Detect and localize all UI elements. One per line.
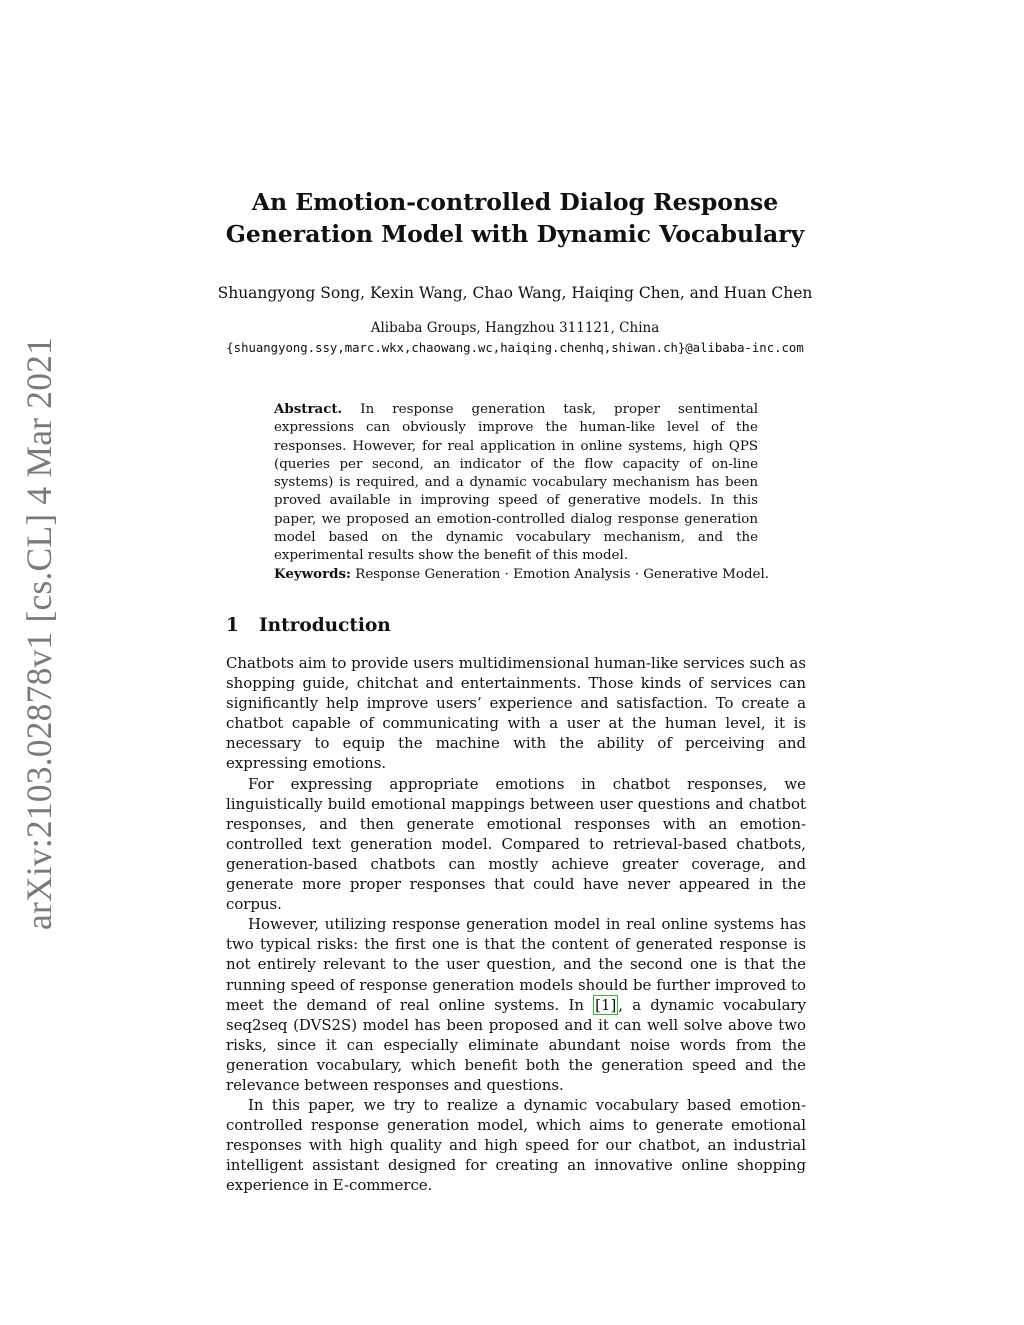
paper-title xyxy=(150,186,880,250)
author-list: Shuangyong Song, Kexin Wang, Chao Wang, Haiqing Chen, and Huan Chen xyxy=(217,284,813,302)
section-number: 1 xyxy=(226,615,239,636)
abstract-label: Abstract. xyxy=(274,401,343,417)
title-line-1: An Emotion-controlled Dialog Response xyxy=(251,188,779,216)
keywords-text: Response Generation · Emotion Analysis · Generative Model. xyxy=(355,567,769,582)
author-emails: {shuangyong.ssy,marc.wkx,chaowang.wc,haiqing.chenhq,shiwan.ch}@alibaba-inc.com xyxy=(226,341,804,355)
paragraph-3-text-b: , a dynamic vocabulary seq2seq (DVS2S) model has been proposed and it can well solve above two risks, since it can especially eliminate abundant noise words from the generation vocabulary, which benefit both the generation speed and the relevance between responses and questions. xyxy=(226,995,806,1094)
title-line-2: Generation Model with Dynamic Vocabulary xyxy=(225,220,805,248)
affiliation: Alibaba Groups, Hangzhou 311121, China xyxy=(370,320,660,336)
keywords xyxy=(274,565,794,584)
introduction-body xyxy=(226,653,806,1196)
abstract xyxy=(274,400,758,566)
arxiv-identifier-stamp: arXiv:2103.02878v1 [cs.CL] 4 Mar 2021 xyxy=(19,336,59,930)
paragraph-1: Chatbots aim to provide users multidimensional human-like services such as shopping guide, chitchat and entertainments. Those kinds of services can significantly help improve users’ experience and satisfaction. To create a chatbot capable of communicating with a user at the human level, it is necessary to equip the machine with the ability of perceiving and expressing emotions. xyxy=(226,654,806,773)
section-title: Introduction xyxy=(259,615,391,636)
paragraph-4: In this paper, we try to realize a dynamic vocabulary based emotion-controlled response generation model, which aims to generate emotional responses with high quality and high speed for our chatbot, an industrial intelligent assistant designed for creating an innovative online shopping experience in E-commerce. xyxy=(226,1096,806,1195)
paragraph-2: For expressing appropriate emotions in chatbot responses, we linguistically build emotional mappings between user questions and chatbot responses, and then generate emotional responses with an emotion-controlled text generation model. Compared to retrieval-based chatbots, generation-based chatbots can mostly achieve greater coverage, and generate more proper responses that could have never appeared in the corpus. xyxy=(226,774,806,914)
paragraph-3-text-a: However, utilizing response generation model in real online systems has two typical risks: the first one is that the content of generated response is not entirely relevant to the user question, and the second one is that the running speed of response generation models should be further improved to meet the demand of real online systems. In xyxy=(226,915,806,1014)
paragraph-3 xyxy=(226,914,806,1095)
abstract-text: In response generation task, proper sentimental expressions can obviously improve the human-like level of the responses. However, for real application in online systems, high QPS (queries per second, an indicator of the flow capacity of on-line systems) is required, and a dynamic vocabulary mechanism has been proved available in improving speed of generative models. In this paper, we proposed an emotion-controlled dialog response generation model based on the dynamic vocabulary mechanism, and the experimental results show the benefit of this model. xyxy=(274,402,758,564)
citation-link-1[interactable]: [1] xyxy=(595,995,617,1014)
section-heading-introduction xyxy=(226,614,391,638)
keywords-label: Keywords: xyxy=(274,566,352,582)
